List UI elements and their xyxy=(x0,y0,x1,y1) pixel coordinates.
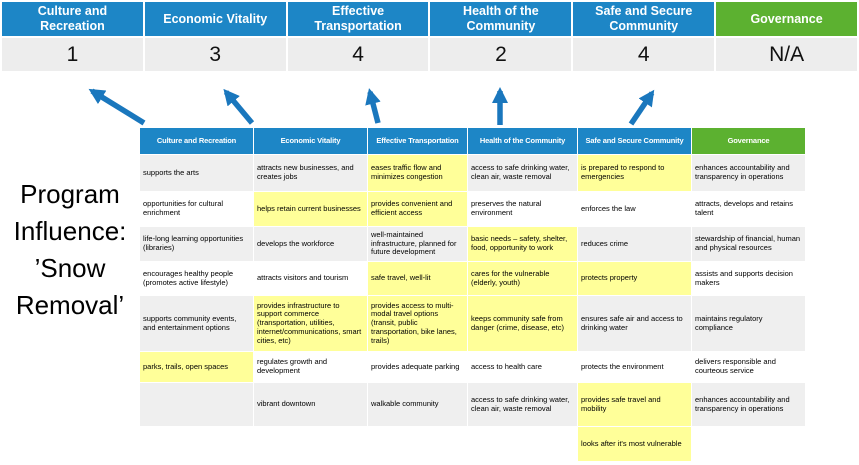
matrix-cell-r3c6: stewardship of financial, human and physical resources xyxy=(692,227,806,262)
matrix-cell-r1c3: eases traffic flow and minimizes congestion xyxy=(368,155,468,192)
up-arrow-icon xyxy=(370,92,378,123)
matrix-cell-r5c5: ensures safe air and access to drinking water xyxy=(578,296,692,352)
matrix-cell-r6c4: access to health care xyxy=(468,352,578,383)
matrix-header-effective-transportation: Effective Transportation xyxy=(368,128,468,155)
matrix-cell-r3c1: life-long learning opportunities (libraries) xyxy=(140,227,254,262)
category-strip xyxy=(2,2,857,36)
matrix-cell-r2c3: provides convenient and efficient access xyxy=(368,192,468,227)
score-value-effective-transportation: 4 xyxy=(288,38,429,71)
matrix-cell-r5c4: keeps community safe from danger (crime, disease, etc) xyxy=(468,296,578,352)
category-header-effective-transportation: Effective Transportation xyxy=(288,2,429,36)
up-arrow-icon xyxy=(631,93,652,124)
matrix-cell-r8c6 xyxy=(692,427,806,462)
matrix-cell-r6c5: protects the environment xyxy=(578,352,692,383)
matrix-header-safe-and-secure-community: Safe and Secure Community xyxy=(578,128,692,155)
score-value-safe-and-secure-community: 4 xyxy=(573,38,714,71)
score-value-culture-and-recreation: 1 xyxy=(2,38,143,71)
matrix-header-health-of-the-community: Health of the Community xyxy=(468,128,578,155)
matrix-cell-r6c2: regulates growth and development xyxy=(254,352,368,383)
matrix-cell-r7c5: provides safe travel and mobility xyxy=(578,383,692,427)
category-header-culture-and-recreation: Culture and Recreation xyxy=(2,2,143,36)
matrix-cell-r2c6: attracts, develops and retains talent xyxy=(692,192,806,227)
score-value-governance: N/A xyxy=(716,38,857,71)
matrix-cell-r7c6: enhances accountability and transparency in operations xyxy=(692,383,806,427)
matrix-cell-r8c2 xyxy=(254,427,368,462)
matrix-cell-r7c1 xyxy=(140,383,254,427)
matrix-cell-r3c4: basic needs – safety, shelter, food, opportunity to work xyxy=(468,227,578,262)
matrix-cell-r1c6: enhances accountability and transparency in operations xyxy=(692,155,806,192)
matrix-cell-r7c2: vibrant downtown xyxy=(254,383,368,427)
matrix-cell-r1c4: access to safe drinking water, clean air, waste removal xyxy=(468,155,578,192)
matrix-cell-r7c4: access to safe drinking water, clean air, waste removal xyxy=(468,383,578,427)
category-header-economic-vitality: Economic Vitality xyxy=(145,2,286,36)
matrix-cell-r5c1: supports community events, and entertainment options xyxy=(140,296,254,352)
matrix-cell-r2c1: opportunities for cultural enrichment xyxy=(140,192,254,227)
matrix-cell-r8c3 xyxy=(368,427,468,462)
matrix-cell-r5c6: maintains regulatory compliance xyxy=(692,296,806,352)
matrix-cell-r6c6: delivers responsible and courteous service xyxy=(692,352,806,383)
program-title: Program Influence: ’Snow Removal’ xyxy=(13,179,127,320)
matrix-header-culture-and-recreation: Culture and Recreation xyxy=(140,128,254,155)
matrix-cell-r8c1 xyxy=(140,427,254,462)
matrix-cell-r5c2: provides infrastructure to support commerce (transportation, utilities, internet/communications, smart cities, etc) xyxy=(254,296,368,352)
matrix-cell-r6c1: parks, trails, open spaces xyxy=(140,352,254,383)
matrix-cell-r1c2: attracts new businesses, and creates jobs xyxy=(254,155,368,192)
up-arrow-icon xyxy=(226,92,252,123)
matrix-cell-r3c3: well-maintained infrastructure, planned for future development xyxy=(368,227,468,262)
matrix-cell-r4c3: safe travel, well-lit xyxy=(368,262,468,296)
matrix-cell-r8c4 xyxy=(468,427,578,462)
category-header-safe-and-secure-community: Safe and Secure Community xyxy=(573,2,714,36)
matrix-cell-r1c1: supports the arts xyxy=(140,155,254,192)
matrix-cell-r7c3: walkable community xyxy=(368,383,468,427)
matrix-cell-r4c1: encourages healthy people (promotes active lifestyle) xyxy=(140,262,254,296)
matrix-cell-r4c6: assists and supports decision makers xyxy=(692,262,806,296)
matrix-cell-r3c5: reduces crime xyxy=(578,227,692,262)
matrix-cell-r5c3: provides access to multi-modal travel options (transit, public transportation, bike lanes, trails) xyxy=(368,296,468,352)
matrix-cell-r4c2: attracts visitors and tourism xyxy=(254,262,368,296)
category-header-governance: Governance xyxy=(716,2,857,36)
score-value-economic-vitality: 3 xyxy=(145,38,286,71)
matrix-cell-r3c2: develops the workforce xyxy=(254,227,368,262)
category-header-health-of-the-community: Health of the Community xyxy=(430,2,571,36)
matrix-cell-r1c5: is prepared to respond to emergencies xyxy=(578,155,692,192)
score-value-health-of-the-community: 2 xyxy=(430,38,571,71)
matrix-cell-r4c4: cares for the vulnerable (elderly, youth) xyxy=(468,262,578,296)
matrix-cell-r8c5: looks after it's most vulnerable xyxy=(578,427,692,462)
matrix-cell-r2c2: helps retain current businesses xyxy=(254,192,368,227)
matrix-cell-r2c4: preserves the natural environment xyxy=(468,192,578,227)
matrix-cell-r2c5: enforces the law xyxy=(578,192,692,227)
score-strip xyxy=(2,38,857,71)
influence-table xyxy=(140,128,806,462)
up-arrow-icon xyxy=(92,91,144,123)
matrix-header-economic-vitality: Economic Vitality xyxy=(254,128,368,155)
matrix-header-governance: Governance xyxy=(692,128,806,155)
matrix-cell-r6c3: provides adequate parking xyxy=(368,352,468,383)
matrix-cell-r4c5: protects property xyxy=(578,262,692,296)
